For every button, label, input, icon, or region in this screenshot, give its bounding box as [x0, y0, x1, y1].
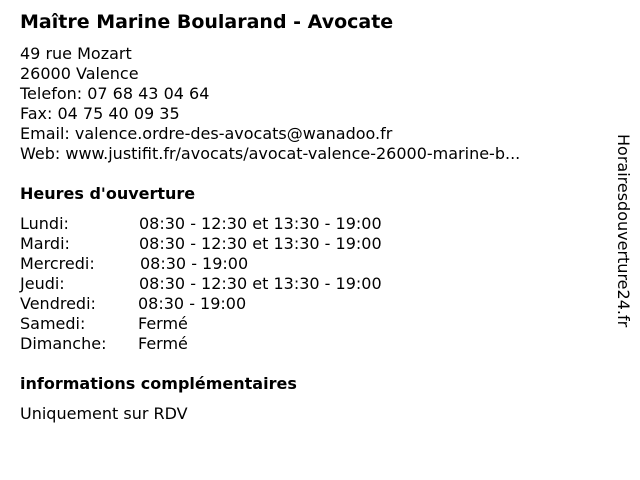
site-watermark: Horairesdouverture24.fr — [614, 134, 633, 328]
hours-day: Lundi: — [20, 214, 69, 233]
email-address: Email: valence.ordre-des-avocats@wanadoo.fr — [20, 124, 393, 143]
hours-time: 08:30 - 19:00 — [140, 254, 249, 273]
page-title: Maître Marine Boularand - Avocate — [20, 11, 394, 33]
hours-time: Fermé — [138, 334, 188, 353]
hours-time: 08:30 - 12:30 et 13:30 - 19:00 — [139, 214, 382, 233]
phone-number: Telefon: 07 68 43 04 64 — [20, 84, 210, 103]
hours-time: Fermé — [138, 314, 188, 333]
website-url: Web: www.justifit.fr/avocats/avocat-valence-26000-marine-b... — [20, 144, 521, 163]
fax-number: Fax: 04 75 40 09 35 — [20, 104, 180, 123]
hours-day: Jeudi: — [20, 274, 65, 293]
hours-time: 08:30 - 12:30 et 13:30 - 19:00 — [139, 234, 382, 253]
address-city: 26000 Valence — [20, 64, 139, 83]
hours-day: Samedi: — [20, 314, 86, 333]
watermark-container — [612, 134, 634, 344]
hours-time: 08:30 - 19:00 — [138, 294, 247, 313]
hours-day: Dimanche: — [20, 334, 107, 353]
address-street: 49 rue Mozart — [20, 44, 132, 63]
hours-day: Mercredi: — [20, 254, 95, 273]
hours-day: Mardi: — [20, 234, 70, 253]
contact-details — [20, 44, 520, 164]
info-heading: informations complémentaires — [20, 374, 297, 393]
hours-time: 08:30 - 12:30 et 13:30 - 19:00 — [139, 274, 382, 293]
hours-heading: Heures d'ouverture — [20, 184, 196, 203]
info-text: Uniquement sur RDV — [20, 404, 188, 423]
hours-day: Vendredi: — [20, 294, 96, 313]
